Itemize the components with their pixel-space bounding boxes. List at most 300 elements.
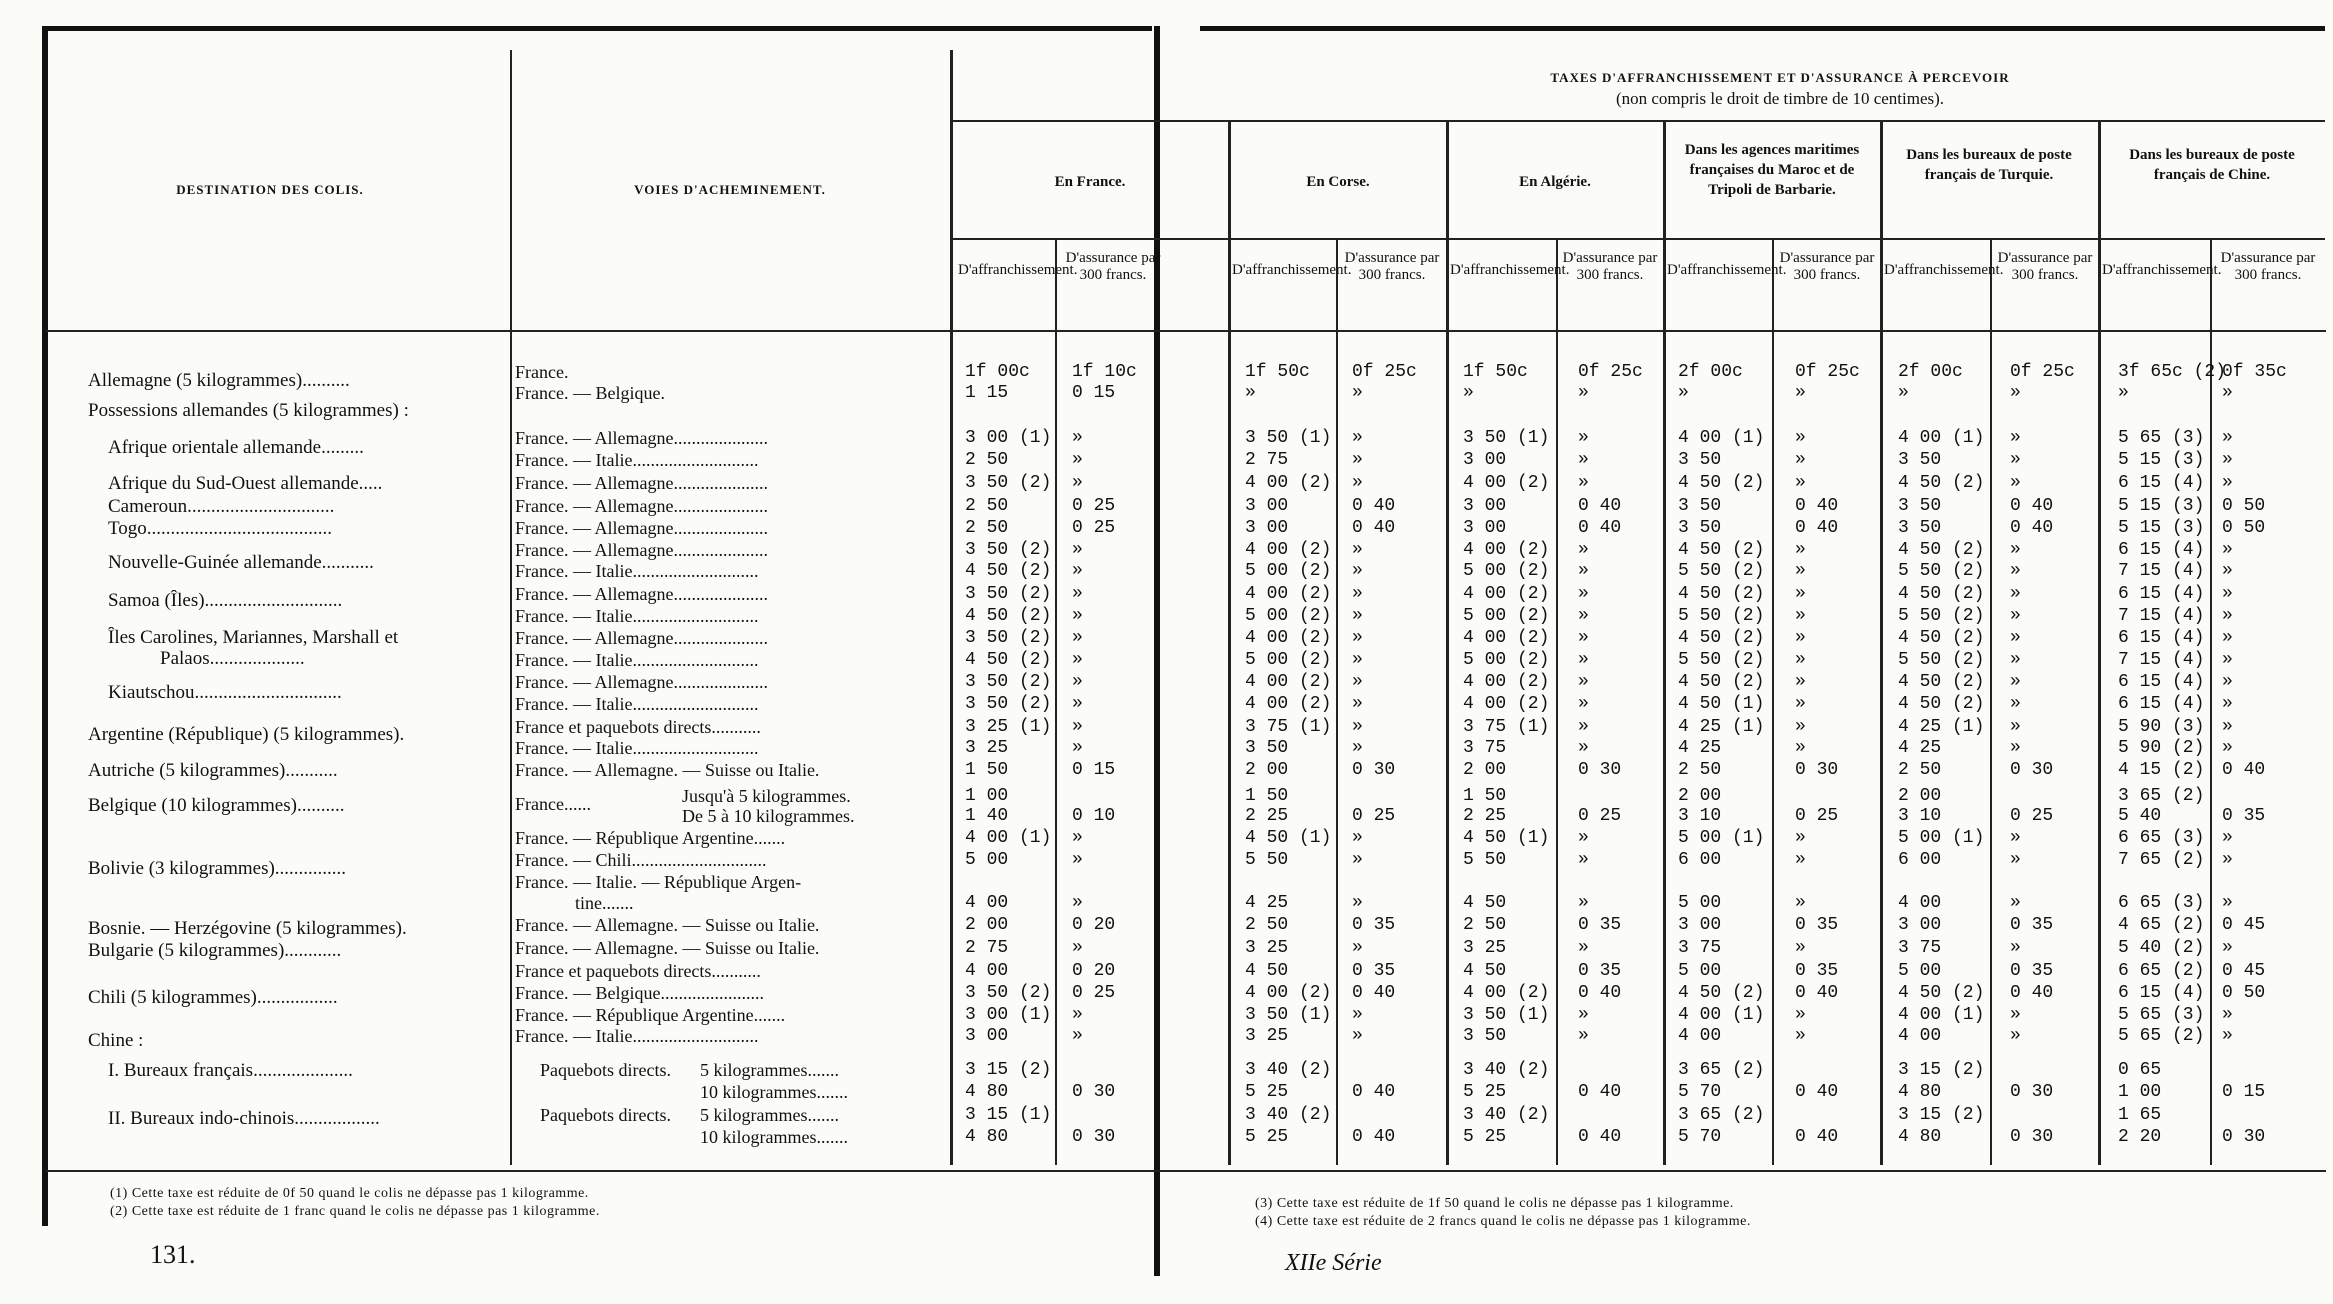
tariff-cell: 0f 35c: [2222, 362, 2287, 382]
tariff-cell: 5 50 (2): [1898, 606, 1985, 626]
tariff-cell: 0 30: [2010, 760, 2054, 780]
tariff-cell: 4 50 (1): [1245, 828, 1332, 848]
tariff-cell: 0 30: [2010, 1082, 2054, 1102]
region-agences: Dans les agences maritimes françaises du Maroc et de Tripoli de Barbarie.: [1684, 142, 1860, 198]
tariff-cell: 4 25 (1): [1898, 717, 1985, 737]
tariff-cell: 4 50 (2): [965, 650, 1052, 670]
destination-label: Bolivie (3 kilogrammes)...............: [88, 858, 347, 879]
tariff-cell: 3 50: [1678, 450, 1722, 470]
tariff-cell: 1 00: [965, 786, 1009, 806]
tariff-cell: »: [2222, 473, 2233, 493]
tariff-cell: »: [2010, 450, 2021, 470]
tariff-cell: 2 75: [965, 938, 1009, 958]
tariff-cell: 3 25: [1245, 1026, 1289, 1046]
tariff-cell: »: [1072, 893, 1083, 913]
tariff-cell: 0 25: [1795, 806, 1839, 826]
tariff-cell: 0 30: [2010, 1127, 2054, 1147]
tariff-cell: 4 00 (2): [1245, 584, 1332, 604]
tariff-cell: »: [1795, 473, 1806, 493]
tariff-cell: »: [1795, 893, 1806, 913]
tariff-cell: 1 40: [965, 806, 1009, 826]
voie-label: France. — Belgique.: [515, 383, 665, 403]
tariff-cell: 0 40: [1795, 1082, 1839, 1102]
tariff-cell: 4 00 (2): [1463, 628, 1550, 648]
tariff-cell: 0f 25c: [1352, 362, 1417, 382]
tariff-cell: 0 40: [1352, 518, 1396, 538]
tariff-cell: »: [2222, 938, 2233, 958]
tariff-cell: »: [1072, 540, 1083, 560]
tariff-cell: 4 80: [965, 1127, 1009, 1147]
tariff-cell: 4 00 (1): [1898, 1005, 1985, 1025]
tariff-cell: 0 45: [2222, 961, 2266, 981]
col-divider-algerie: [1556, 240, 1558, 1165]
destination-label: Belgique (10 kilogrammes)..........: [88, 795, 345, 816]
voie-label: France. — Allemagne.....................: [515, 496, 768, 516]
voie-label: France.: [515, 362, 569, 382]
tariff-cell: 5 00 (2): [1463, 650, 1550, 670]
voie-label: De 5 à 10 kilogrammes.: [682, 806, 855, 826]
tariff-cell: »: [2010, 717, 2021, 737]
voie-label: France. — Allemagne.....................: [515, 473, 768, 493]
tariff-cell: 1f 50c: [1463, 362, 1528, 382]
tariff-cell: »: [2010, 1026, 2021, 1046]
tariff-cell: 7 15 (4): [2118, 650, 2205, 670]
voie-label: France. — Allemagne. — Suisse ou Italie.: [515, 915, 820, 935]
tariff-cell: 0 40: [1578, 496, 1622, 516]
tariff-cell: 6 15 (4): [2118, 694, 2205, 714]
tariff-cell: 2 25: [1245, 806, 1289, 826]
tariff-cell: »: [1795, 428, 1806, 448]
destination-label: I. Bureaux français.....................: [108, 1060, 353, 1081]
tariff-cell: 4 50 (2): [965, 561, 1052, 581]
region-corse: En Corse.: [1306, 174, 1370, 190]
tariff-cell: 1 50: [1463, 786, 1507, 806]
tariff-cell: »: [1795, 584, 1806, 604]
tariff-cell: 5 00 (1): [1898, 828, 1985, 848]
tariff-cell: 3 00: [1898, 915, 1942, 935]
voie-label: France. — Allemagne.....................: [515, 628, 768, 648]
tariff-cell: »: [2222, 1026, 2233, 1046]
tariff-cell: 3 00: [1463, 450, 1507, 470]
tariff-cell: 6 65 (3): [2118, 828, 2205, 848]
tariff-cell: »: [1795, 561, 1806, 581]
tariff-cell: 5 50 (2): [1678, 650, 1765, 670]
tariff-cell: 3 40 (2): [1245, 1060, 1332, 1080]
destination-label: Nouvelle-Guinée allemande...........: [108, 552, 374, 573]
tariff-cell: 5 00: [1678, 893, 1722, 913]
destination-label: Afrique du Sud-Ouest allemande.....: [108, 473, 383, 494]
tariff-cell: 3 15 (2): [1898, 1105, 1985, 1125]
tariff-cell: »: [2222, 738, 2233, 758]
tariff-cell: »: [1795, 606, 1806, 626]
tariff-cell: 5 50 (2): [1898, 650, 1985, 670]
tariff-cell: »: [2010, 383, 2021, 403]
tariff-cell: 4 15 (2): [2118, 760, 2205, 780]
tariff-cell: 4 00 (1): [965, 828, 1052, 848]
tariff-cell: »: [1072, 628, 1083, 648]
tariff-cell: 0 40: [1578, 983, 1622, 1003]
tariff-cell: »: [2010, 694, 2021, 714]
tariff-cell: 3 00: [965, 1026, 1009, 1046]
tariff-cell: 0 40: [1795, 518, 1839, 538]
col-divider-france: [1055, 240, 1057, 1165]
tariff-cell: 3 65 (2): [1678, 1060, 1765, 1080]
tariff-cell: »: [1795, 828, 1806, 848]
tariff-cell: 6 15 (4): [2118, 672, 2205, 692]
tariff-cell: 5 15 (3): [2118, 450, 2205, 470]
destination-label: Bulgarie (5 kilogrammes)............: [88, 940, 342, 961]
sub-affr-chine: D'affranchissement.: [2102, 262, 2222, 278]
tariff-cell: 4 25: [1678, 738, 1722, 758]
tariff-cell: 4 50: [1463, 893, 1507, 913]
tariff-cell: »: [1578, 650, 1589, 670]
sub-affr-algerie: D'affranchissement.: [1450, 262, 1570, 278]
tariff-cell: 4 50 (2): [1678, 584, 1765, 604]
footnote-4: (4) Cette taxe est réduite de 2 francs quand le colis ne dépasse pas 1 kilogramme.: [1255, 1214, 1751, 1229]
tariff-cell: 5 65 (2): [2118, 1026, 2205, 1046]
voie-label: 10 kilogrammes.......: [700, 1127, 848, 1147]
voie-label: France. — Italie............................: [515, 561, 759, 581]
tariff-cell: 2f 00c: [1678, 362, 1743, 382]
destination-label: Afrique orientale allemande.........: [108, 437, 364, 458]
tariff-cell: »: [1072, 1005, 1083, 1025]
tariff-cell: 5 00 (2): [1463, 606, 1550, 626]
tariff-cell: 0 40: [1578, 1082, 1622, 1102]
tariff-cell: »: [1352, 938, 1363, 958]
tariff-cell: 4 00 (1): [1898, 428, 1985, 448]
tariff-cell: 0 35: [2010, 915, 2054, 935]
tariff-cell: »: [2222, 850, 2233, 870]
destination-label: Possessions allemandes (5 kilogrammes) :: [88, 400, 409, 421]
tariff-cell: 3 25: [1463, 938, 1507, 958]
tariff-cell: 0 30: [1795, 760, 1839, 780]
tariff-cell: 1 00: [2118, 1082, 2162, 1102]
tariff-cell: 2 25: [1463, 806, 1507, 826]
tariff-cell: 5 00 (2): [1463, 561, 1550, 581]
tariff-cell: 0 35: [1352, 915, 1396, 935]
tariff-cell: 4 00 (2): [1245, 983, 1332, 1003]
tariff-cell: 2 00: [965, 915, 1009, 935]
voie-label: France et paquebots directs...........: [515, 961, 761, 981]
tariff-cell: 7 15 (4): [2118, 606, 2205, 626]
tariff-cell: »: [2222, 584, 2233, 604]
tariff-cell: »: [2010, 628, 2021, 648]
tariff-cell: 1 15: [965, 383, 1009, 403]
voie-label: France. — Italie............................: [515, 606, 759, 626]
col-divider-agences: [1772, 240, 1774, 1165]
tariff-cell: 4 00 (2): [1245, 694, 1332, 714]
tariff-cell: »: [1795, 738, 1806, 758]
tariff-cell: »: [1072, 1026, 1083, 1046]
tariff-cell: »: [2222, 672, 2233, 692]
subheader-rule: [950, 238, 2325, 240]
tariff-cell: 4 00 (2): [1463, 584, 1550, 604]
tariff-cell: »: [1578, 828, 1589, 848]
tariff-cell: 5 50 (2): [1898, 561, 1985, 581]
tariff-cell: »: [1578, 672, 1589, 692]
tariff-cell: 4 80: [965, 1082, 1009, 1102]
tariff-cell: 5 15 (3): [2118, 496, 2205, 516]
tariff-cell: 3 15 (2): [965, 1060, 1052, 1080]
tariff-cell: »: [1578, 540, 1589, 560]
tariff-cell: 0 35: [1352, 961, 1396, 981]
tariff-cell: 0 40: [1795, 496, 1839, 516]
tariff-cell: 5 50 (2): [1678, 561, 1765, 581]
tariff-cell: 2 50: [1245, 915, 1289, 935]
tariff-cell: »: [1072, 428, 1083, 448]
tariff-cell: 0 30: [1072, 1082, 1116, 1102]
voie-label: France. — Italie............................: [515, 1026, 759, 1046]
tariff-cell: »: [2010, 738, 2021, 758]
col-divider-chine-left: [2098, 120, 2101, 1165]
voie-label: France......: [515, 794, 591, 814]
tariff-cell: 0 35: [2010, 961, 2054, 981]
tariff-cell: 0f 25c: [1578, 362, 1643, 382]
tariff-cell: 0 25: [1072, 983, 1116, 1003]
tariff-cell: »: [1352, 450, 1363, 470]
tariff-cell: 6 65 (2): [2118, 961, 2205, 981]
tariff-cell: 3 50: [1678, 496, 1722, 516]
tariff-cell: 0 35: [1795, 961, 1839, 981]
tariff-cell: 0 35: [1578, 961, 1622, 981]
tariff-cell: 0 25: [2010, 806, 2054, 826]
tariff-cell: 4 00 (2): [1245, 672, 1332, 692]
tariff-cell: 0 35: [1795, 915, 1839, 935]
tariff-cell: 3 75 (1): [1245, 717, 1332, 737]
tariff-cell: »: [1578, 428, 1589, 448]
col-header-voies: VOIES D'ACHEMINEMENT.: [634, 182, 826, 197]
tariff-cell: 5 50: [1245, 850, 1289, 870]
col-divider-agences-left: [1663, 120, 1666, 1165]
voie-label: France. — Belgique.......................: [515, 983, 764, 1003]
tariff-cell: »: [1795, 717, 1806, 737]
tariff-cell: 3 10: [1898, 806, 1942, 826]
voie-label: France. — Allemagne. — Suisse ou Italie.: [515, 938, 820, 958]
tariff-cell: »: [2222, 383, 2233, 403]
tariff-cell: »: [1352, 717, 1363, 737]
tariff-cell: 0 25: [1072, 496, 1116, 516]
tariff-cell: 4 00: [1678, 1026, 1722, 1046]
header-bottom-rule: [46, 330, 2326, 332]
tariff-cell: »: [2222, 650, 2233, 670]
tariff-cell: »: [2010, 606, 2021, 626]
tariff-cell: »: [2222, 1005, 2233, 1025]
tariff-cell: »: [1578, 1026, 1589, 1046]
sub-affr-france: D'affranchissement.: [958, 262, 1078, 278]
tariff-cell: 0 25: [1578, 806, 1622, 826]
voie-label: France. — Chili..............................: [515, 850, 767, 870]
tariff-cell: 3 25: [1245, 938, 1289, 958]
tariff-cell: 4 00: [965, 893, 1009, 913]
tariff-cell: »: [2222, 628, 2233, 648]
tariff-cell: 5 90 (2): [2118, 738, 2205, 758]
tariff-cell: 4 00 (2): [1463, 672, 1550, 692]
tariff-cell: 2 00: [1463, 760, 1507, 780]
tariff-cell: 0 20: [1072, 961, 1116, 981]
taxes-title: TAXES D'AFFRANCHISSEMENT ET D'ASSURANCE À PERCEVOIR: [1550, 70, 2010, 85]
tariff-cell: 0 40: [1795, 983, 1839, 1003]
voie-label: France. — République Argentine.......: [515, 828, 786, 848]
tariff-cell: 5 00 (2): [1245, 650, 1332, 670]
tariff-cell: 0 40: [1578, 1127, 1622, 1147]
tariff-cell: »: [1898, 383, 1909, 403]
tariff-cell: »: [1578, 450, 1589, 470]
col-divider-corse-left: [1228, 120, 1231, 1165]
voie-label: France. — Allemagne. — Suisse ou Italie.: [515, 760, 820, 780]
destination-label: Allemagne (5 kilogrammes)..........: [88, 370, 350, 391]
tariff-cell: 0 65: [2118, 1060, 2162, 1080]
taxes-subtitle: (non compris le droit de timbre de 10 centimes).: [1615, 89, 1945, 108]
tariff-cell: 3 75: [1678, 938, 1722, 958]
tariff-cell: 1 50: [965, 760, 1009, 780]
destination-label: Îles Carolines, Mariannes, Marshall et: [108, 627, 399, 648]
tariff-cell: »: [1352, 1026, 1363, 1046]
tariff-cell: »: [1352, 650, 1363, 670]
tariff-cell: 3 50: [1463, 1026, 1507, 1046]
tariff-cell: »: [1352, 694, 1363, 714]
tariff-cell: 2 50: [965, 450, 1009, 470]
tariff-cell: 3 50 (2): [965, 672, 1052, 692]
footnote-1: (1) Cette taxe est réduite de 0f 50 quand le colis ne dépasse pas 1 kilogramme.: [110, 1186, 589, 1201]
tariff-cell: »: [2222, 450, 2233, 470]
tariff-cell: 4 00 (2): [1463, 694, 1550, 714]
tariff-cell: »: [1578, 938, 1589, 958]
col-divider-destination: [510, 50, 512, 1165]
tariff-cell: 6 00: [1898, 850, 1942, 870]
tariff-cell: 3 10: [1678, 806, 1722, 826]
region-france: En France.: [1054, 174, 1126, 190]
tariff-cell: 0 30: [1072, 1127, 1116, 1147]
tariff-cell: »: [1352, 672, 1363, 692]
sub-affr-corse: D'affranchissement.: [1232, 262, 1352, 278]
tariff-cell: 3 00: [1245, 496, 1289, 516]
tariff-cell: »: [1795, 650, 1806, 670]
tariff-cell: 3 15 (1): [965, 1105, 1052, 1125]
tariff-cell: »: [1352, 473, 1363, 493]
tariff-cell: »: [2010, 650, 2021, 670]
voie-label: France. — Allemagne.....................: [515, 584, 768, 604]
tariff-cell: 4 50 (2): [1678, 672, 1765, 692]
tariff-cell: 5 00: [1678, 961, 1722, 981]
tariff-cell: 3 50: [1898, 496, 1942, 516]
top-rule-left: [42, 26, 1152, 31]
tariff-cell: 3 50 (1): [1463, 1005, 1550, 1025]
tariff-cell: 4 50: [1463, 961, 1507, 981]
tariff-cell: 0 30: [2222, 1127, 2266, 1147]
voie-label: France. — Allemagne.....................: [515, 518, 768, 538]
sub-assu-agences: D'assurance par 300 francs.: [1779, 250, 1875, 283]
tariff-cell: »: [1795, 450, 1806, 470]
tariff-cell: 1f 00c: [965, 362, 1030, 382]
destination-label: Kiautschou...............................: [108, 682, 342, 703]
tariff-cell: 0f 25c: [1795, 362, 1860, 382]
voie-label: France. — Allemagne.....................: [515, 428, 768, 448]
tariff-cell: »: [1578, 850, 1589, 870]
tariff-cell: »: [1072, 738, 1083, 758]
destination-label: Chine :: [88, 1030, 144, 1051]
tariff-cell: 5 40: [2118, 806, 2162, 826]
tariff-cell: »: [2222, 717, 2233, 737]
tariff-cell: 3 50 (2): [965, 983, 1052, 1003]
tariff-cell: »: [1352, 628, 1363, 648]
tariff-cell: 7 65 (2): [2118, 850, 2205, 870]
tariff-cell: 5 40 (2): [2118, 938, 2205, 958]
tariff-cell: 4 00 (2): [1245, 628, 1332, 648]
tariff-cell: »: [2010, 828, 2021, 848]
footnote-2: (2) Cette taxe est réduite de 1 franc quand le colis ne dépasse pas 1 kilogramme.: [110, 1204, 600, 1219]
tariff-cell: 2 50: [965, 496, 1009, 516]
tariff-cell: 3 40 (2): [1245, 1105, 1332, 1125]
tariff-cell: »: [1463, 383, 1474, 403]
tariff-cell: 6 00: [1678, 850, 1722, 870]
tariff-cell: 0 40: [1795, 1127, 1839, 1147]
tariff-cell: 4 50 (1): [1463, 828, 1550, 848]
tariff-cell: 0 30: [1352, 760, 1396, 780]
tariff-cell: 3 00: [1463, 496, 1507, 516]
tariff-cell: 6 15 (4): [2118, 983, 2205, 1003]
voie-label: 5 kilogrammes.......: [700, 1060, 839, 1080]
footnote-3: (3) Cette taxe est réduite de 1f 50 quand le colis ne dépasse pas 1 kilogramme.: [1255, 1196, 1734, 1211]
tariff-cell: 5 00 (2): [1245, 561, 1332, 581]
tariff-cell: 4 00 (1): [1678, 428, 1765, 448]
tariff-cell: 3 50 (2): [965, 628, 1052, 648]
tariff-cell: 4 25 (1): [1678, 717, 1765, 737]
tariff-cell: »: [1578, 473, 1589, 493]
tariff-cell: 6 15 (4): [2118, 473, 2205, 493]
tariff-cell: 5 00 (2): [1245, 606, 1332, 626]
sub-assu-chine: D'assurance par 300 francs.: [2220, 250, 2316, 283]
tariff-cell: 5 50 (2): [1678, 606, 1765, 626]
tariff-cell: 0 50: [2222, 983, 2266, 1003]
tariff-cell: »: [2010, 584, 2021, 604]
tariff-cell: 4 50 (2): [1898, 473, 1985, 493]
taxes-rule: [950, 120, 2325, 122]
tariff-cell: 0 35: [1578, 915, 1622, 935]
tariff-cell: 4 50 (2): [1898, 672, 1985, 692]
region-chine: Dans les bureaux de poste français de Chine.: [2129, 147, 2295, 183]
tariff-cell: »: [1072, 450, 1083, 470]
sub-affr-agences: D'affranchissement.: [1667, 262, 1787, 278]
tariff-cell: »: [1352, 606, 1363, 626]
tariff-cell: 4 50 (2): [1898, 628, 1985, 648]
tariff-cell: »: [2222, 561, 2233, 581]
tariff-cell: »: [1795, 694, 1806, 714]
tariff-cell: »: [2222, 694, 2233, 714]
destination-label: Chili (5 kilogrammes).................: [88, 987, 338, 1008]
tariff-cell: »: [1795, 628, 1806, 648]
tariff-cell: 2 50: [965, 518, 1009, 538]
tariff-cell: 0 40: [1352, 983, 1396, 1003]
tariff-cell: 0 40: [2222, 760, 2266, 780]
col-header-destination: DESTINATION DES COLIS.: [176, 182, 364, 197]
tariff-cell: 2 50: [1898, 760, 1942, 780]
tariff-cell: 3 50: [1898, 450, 1942, 470]
tariff-cell: 0 10: [1072, 806, 1116, 826]
tariff-cell: 3 25 (1): [965, 717, 1052, 737]
tariff-cell: 0 35: [2222, 806, 2266, 826]
tariff-cell: 4 80: [1898, 1082, 1942, 1102]
destination-label: Autriche (5 kilogrammes)...........: [88, 760, 338, 781]
tariff-cell: »: [1352, 383, 1363, 403]
tariff-cell: 2 50: [1463, 915, 1507, 935]
tariff-cell: 5 15 (3): [2118, 518, 2205, 538]
voie-label: France. — Italie............................: [515, 450, 759, 470]
tariff-cell: »: [1352, 584, 1363, 604]
tariff-cell: 0 50: [2222, 496, 2266, 516]
tariff-cell: »: [1072, 694, 1083, 714]
tariff-cell: 3 50 (1): [1463, 428, 1550, 448]
col-divider-turquie-left: [1880, 120, 1883, 1165]
